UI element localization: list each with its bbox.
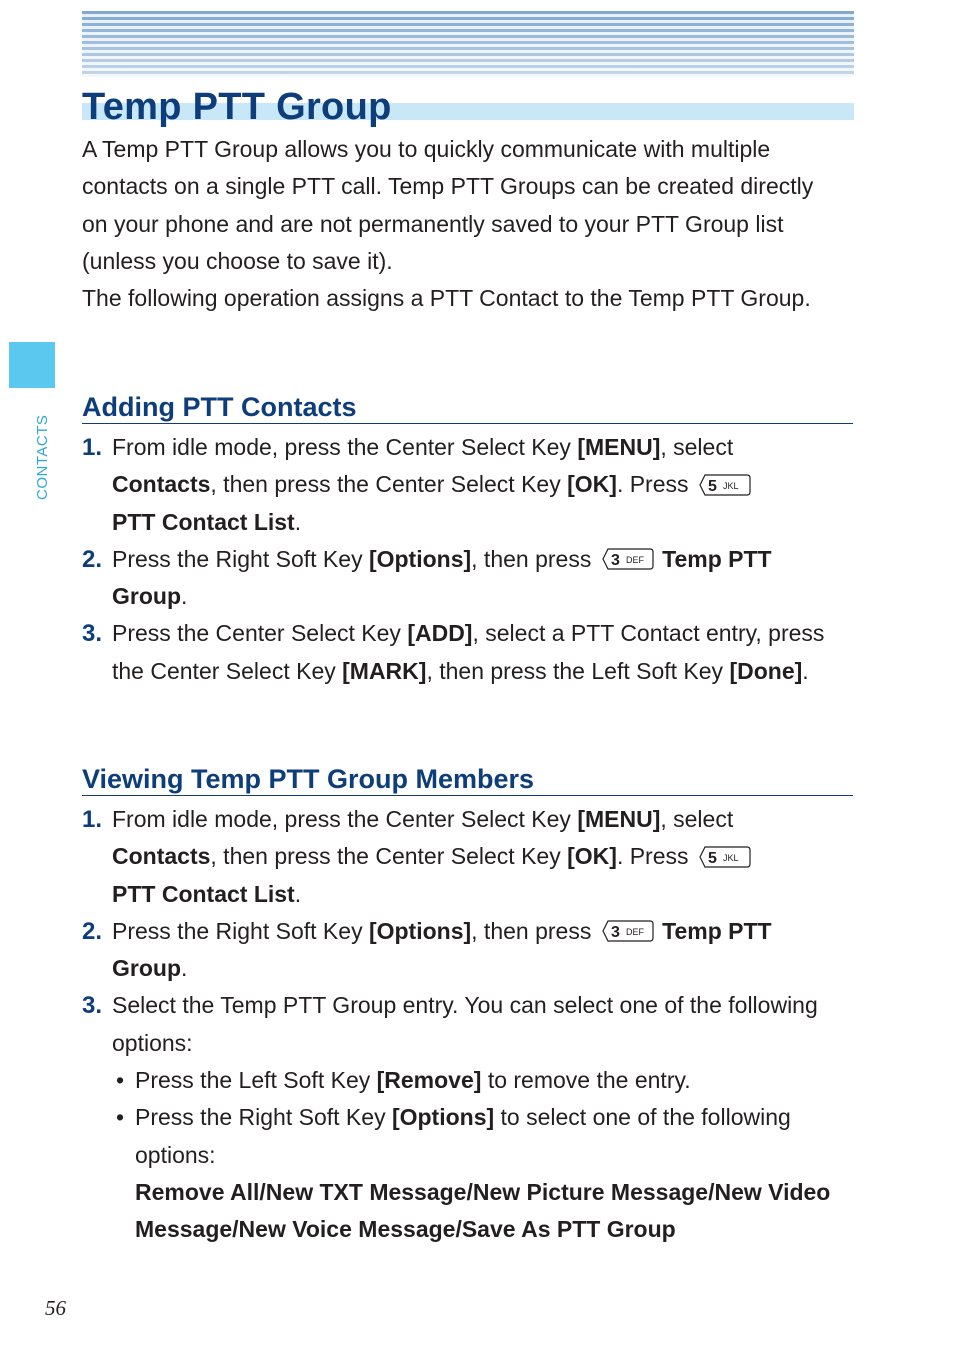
- step-2: 2. Press the Right Soft Key [Options], then press 3 DEF Temp PTT Group.: [82, 541, 842, 616]
- side-tab-label: CONTACTS: [34, 414, 51, 500]
- step-number: 2.: [82, 917, 103, 945]
- step-2: 2. Press the Right Soft Key [Options], then press 3 DEF Temp PTT Group.: [82, 913, 842, 988]
- intro-paragraph-2: The following operation assigns a PTT Contact to the Temp PTT Group.: [82, 285, 811, 311]
- svg-text:JKL: JKL: [722, 480, 739, 491]
- options-list-text: Remove All/New TXT Message/New Picture Message/New Video Message/New Voice Message/Save As PTT Group: [135, 1178, 831, 1243]
- key-5-jkl-icon: [699, 846, 751, 868]
- bullet-dot-icon: •: [116, 1104, 125, 1131]
- svg-text:JKL: JKL: [722, 852, 739, 863]
- step-number: 1.: [82, 806, 103, 833]
- bullet-item-remove: • Press the Left Soft Key [Remove] to remove the entry.: [112, 1062, 842, 1099]
- svg-text:3: 3: [610, 924, 620, 942]
- svg-text:5: 5: [707, 477, 717, 495]
- svg-text:5: 5: [707, 849, 717, 867]
- side-tab-marker: [9, 342, 55, 388]
- step-number: 1.: [82, 434, 103, 461]
- step-3: 3. Select the Temp PTT Group entry. You can select one of the following options: • Press the Left Soft Key [Remove] to remove the entry. • Press the Right Soft Key [Options] to select one of the following options: Remove All/New TXT Message/New Picture Message/New Video Message/New Voice Message/Save As PTT Group: [82, 987, 842, 1248]
- step-number: 2.: [82, 545, 103, 573]
- intro-paragraph-1: A Temp PTT Group allows you to quickly communicate with multiple contacts on a single PTT call. Temp PTT Groups can be created directly on your phone and are not permanently saved to your PTT Group list (unless you choose to save it).: [82, 136, 814, 274]
- header-stripes: [82, 11, 854, 77]
- bullet-dot-icon: •: [116, 1067, 125, 1094]
- step-1: 1. From idle mode, press the Center Select Key [MENU], select Contacts, then press the Center Select Key [OK]. Press 5 JKL PTT Contact List.: [82, 429, 842, 541]
- viewing-steps-list: [82, 801, 842, 1249]
- key-3-def-icon: [602, 548, 654, 570]
- adding-steps-list: [82, 429, 842, 690]
- page-number: 56: [45, 1296, 66, 1320]
- section-heading-adding: Adding PTT Contacts: [82, 392, 853, 424]
- step-3: 3. Press the Center Select Key [ADD], select a PTT Contact entry, press the Center Select Key [MARK], then press the Left Soft Key [Done].: [82, 615, 842, 690]
- step-1: 1. From idle mode, press the Center Select Key [MENU], select Contacts, then press the Center Select Key [OK]. Press 5 JKL PTT Contact List.: [82, 801, 842, 913]
- step-number: 3.: [82, 620, 103, 648]
- section-heading-viewing: Viewing Temp PTT Group Members: [82, 764, 853, 796]
- options-bullet-list: [112, 1062, 842, 1174]
- svg-text:3: 3: [610, 552, 620, 570]
- step-number: 3.: [82, 992, 103, 1020]
- page-title: Temp PTT Group: [82, 86, 392, 128]
- svg-text:DEF: DEF: [625, 927, 644, 938]
- key-3-def-icon: [602, 920, 654, 942]
- bullet-item-options: • Press the Right Soft Key [Options] to select one of the following options:: [112, 1099, 842, 1174]
- key-5-jkl-icon: [699, 474, 751, 496]
- svg-text:DEF: DEF: [625, 555, 644, 566]
